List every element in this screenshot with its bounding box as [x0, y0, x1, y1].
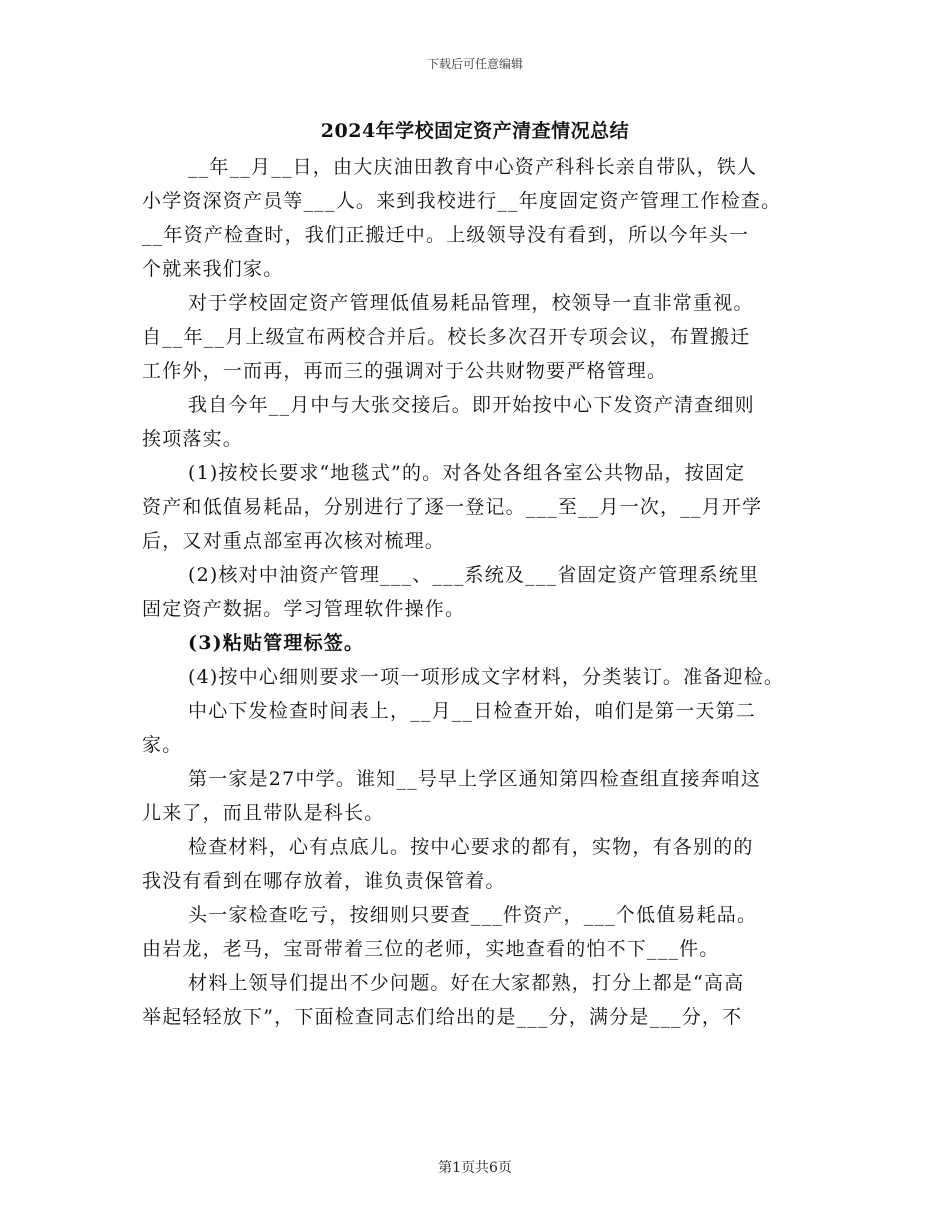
- body-line: __年__月__日，由大庆油田教育中心资产科科长亲自带队，铁人: [188, 156, 758, 178]
- body-line: 我自今年__月中与大张交接后。即开始按中心下发资产清查细则: [188, 394, 755, 416]
- body-line: 由岩龙，老马，宝哥带着三位的老师，实地查看的怕不下___件。: [142, 938, 720, 960]
- body-line: 工作外，一而再，再而三的强调对于公共财物要严格管理。: [142, 360, 668, 382]
- body-line: (4)按中心细则要求一项一项形成文字材料，分类装订。准备迎检。: [188, 666, 785, 688]
- body-line: 挨项落实。: [142, 428, 244, 450]
- body-line: 后，又对重点部室再次核对梳理。: [142, 530, 446, 552]
- header-note: 下载后可任意编辑: [426, 57, 523, 71]
- body-line: 对于学校固定资产管理低值易耗品管理，校领导一直非常重视。: [188, 292, 754, 314]
- body-line: 小学资深资产员等___人。来到我校进行__年度固定资产管理工作检查。: [142, 190, 782, 212]
- body-line: 儿来了，而且带队是科长。: [142, 802, 385, 824]
- document-title: 2024年学校固定资产清查情况总结: [320, 120, 630, 142]
- document-body: [142, 150, 822, 1034]
- body-line: 我没有看到在哪存放着，谁负责保管着。: [142, 870, 506, 892]
- body-line: (2)核对中油资产管理___、___系统及___省固定资产管理系统里: [188, 564, 760, 586]
- body-line: 第一家是27中学。谁知__号早上学区通知第四检查组直接奔咱这: [188, 768, 762, 790]
- body-line: 举起轻轻放下”，下面检查同志们给出的是___分，满分是___分，不: [142, 1006, 743, 1028]
- body-line: 固定资产数据。学习管理软件操作。: [142, 598, 466, 620]
- body-line: 资产和低值易耗品，分别进行了逐一登记。___至__月一次，__月开学: [142, 496, 763, 518]
- body-line: 家。: [142, 734, 183, 756]
- body-line: 材料上领导们提出不少问题。好在大家都熟，打分上都是“高高: [188, 972, 745, 994]
- body-line: 自__年__月上级宣布两校合并后。校长多次召开专项会议，布置搬迁: [142, 326, 751, 348]
- body-line: 检查材料，心有点底儿。按中心要求的都有，实物，有各别的的: [188, 836, 754, 858]
- body-line: 中心下发检查时间表上，__月__日检查开始，咱们是第一天第二: [188, 700, 757, 722]
- body-line-bold: (3)粘贴管理标签。: [188, 632, 365, 654]
- page-number: 第1页共6页: [438, 1160, 512, 1176]
- body-line: __年资产检查时，我们正搬迁中。上级领导没有看到，所以今年头一: [142, 224, 750, 246]
- body-line: 头一家检查吃亏，按细则只要查___件资产，___个低值易耗品。: [188, 904, 758, 926]
- body-line: (1)按校长要求“地毯式”的。对各处各组各室公共物品，按固定: [188, 462, 746, 484]
- body-line: 个就来我们家。: [142, 258, 284, 280]
